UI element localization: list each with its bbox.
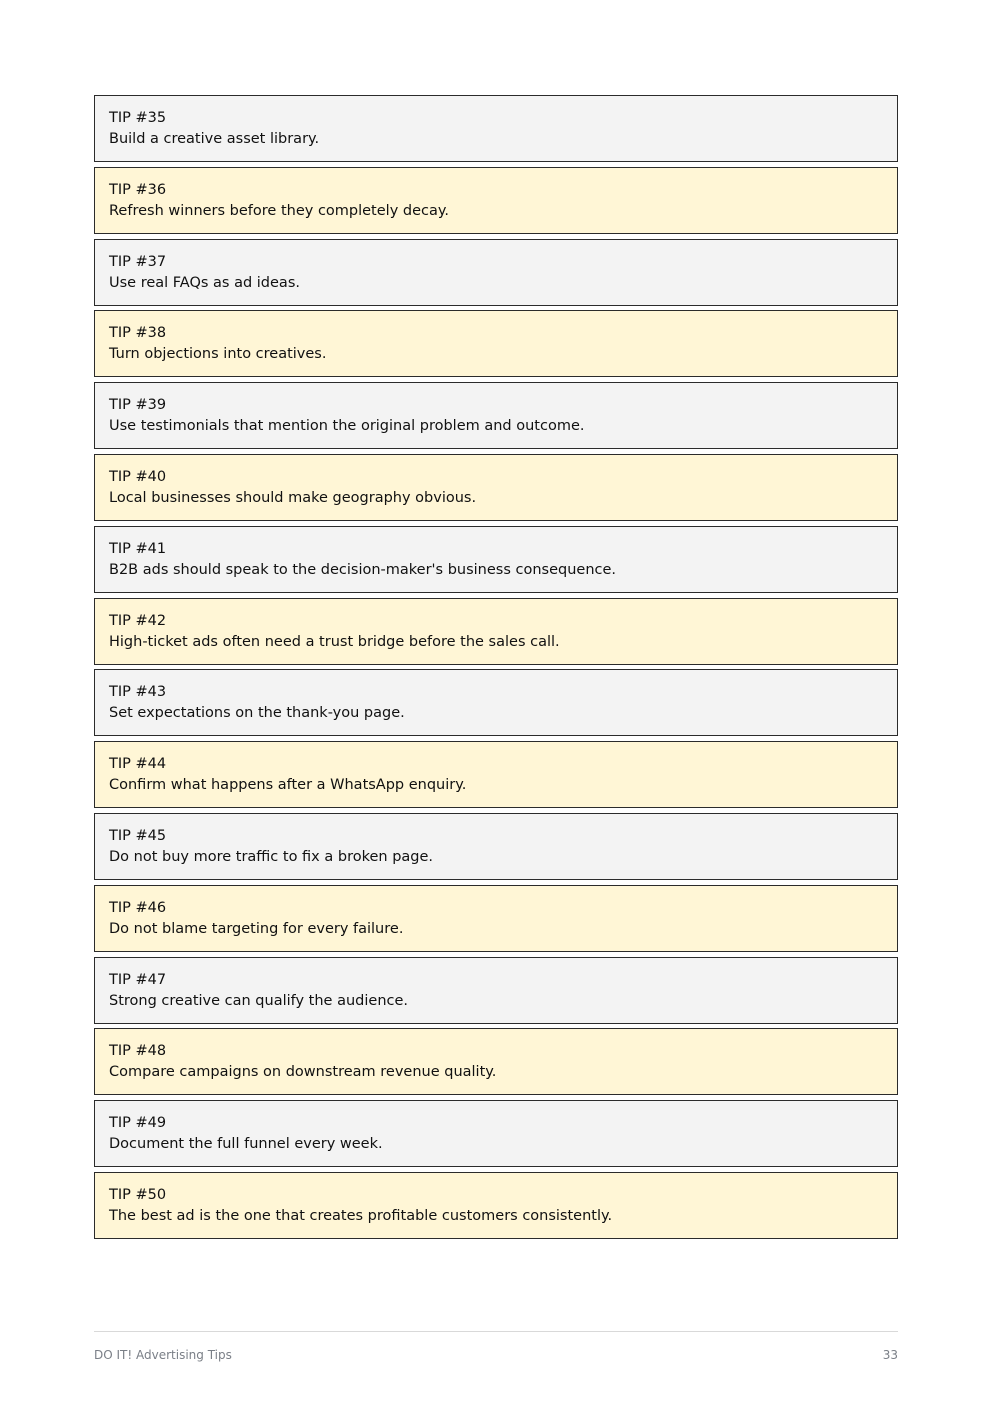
tip-text: Do not buy more traffic to fix a broken page. — [109, 848, 434, 865]
tip-text: Do not blame targeting for every failure. — [109, 920, 404, 937]
tip-box — [94, 239, 898, 306]
tip-label: TIP #38 — [109, 325, 167, 342]
tip-label: TIP #40 — [109, 468, 167, 485]
tip-box — [94, 598, 898, 665]
tip-text: Strong creative can qualify the audience. — [109, 992, 409, 1009]
tip-label: TIP #41 — [109, 540, 167, 557]
tip-box — [94, 1100, 898, 1167]
tip-box — [94, 454, 898, 521]
tip-box — [94, 885, 898, 952]
footer-title: DO IT! Advertising Tips — [94, 1348, 232, 1362]
tip-box — [94, 1172, 898, 1239]
tip-text: Local businesses should make geography obvious. — [109, 489, 477, 506]
tip-label: TIP #35 — [109, 110, 167, 126]
tip-box — [94, 95, 898, 162]
footer-divider — [94, 1331, 898, 1332]
tip-text: The best ad is the one that creates profitable customers consistently. — [109, 1207, 613, 1224]
tip-text: Build a creative asset library. — [109, 131, 320, 147]
tip-label: TIP #36 — [109, 181, 167, 198]
tip-label: TIP #39 — [109, 397, 167, 414]
tip-box — [94, 669, 898, 736]
tip-label: TIP #44 — [109, 756, 167, 773]
tip-label: TIP #46 — [109, 899, 167, 916]
tip-text: Set expectations on the thank-you page. — [109, 705, 405, 722]
page-number: 33 — [882, 1348, 898, 1362]
tip-label: TIP #43 — [109, 684, 167, 701]
tip-label: TIP #37 — [109, 253, 167, 270]
tip-text: Refresh winners before they completely decay. — [109, 202, 449, 219]
tip-box — [94, 1028, 898, 1095]
tip-text: Use real FAQs as ad ideas. — [109, 274, 300, 291]
tip-label: TIP #42 — [109, 612, 167, 629]
tip-box — [94, 167, 898, 234]
tip-text: Use testimonials that mention the original problem and outcome. — [109, 418, 585, 435]
tip-box — [94, 310, 898, 377]
tip-text: High-ticket ads often need a trust bridge before the sales call. — [109, 633, 560, 650]
tip-text: Turn objections into creatives. — [109, 346, 327, 363]
tips-list — [94, 95, 898, 1244]
tip-box — [94, 382, 898, 449]
tip-label: TIP #50 — [109, 1186, 167, 1203]
tip-text: Compare campaigns on downstream revenue quality. — [109, 1064, 497, 1081]
tip-box — [94, 813, 898, 880]
tip-box — [94, 741, 898, 808]
tip-text: Document the full funnel every week. — [109, 1136, 383, 1153]
tip-text: Confirm what happens after a WhatsApp enquiry. — [109, 777, 467, 794]
tip-label: TIP #48 — [109, 1043, 167, 1060]
tip-box — [94, 526, 898, 593]
tip-label: TIP #45 — [109, 827, 167, 844]
tip-label: TIP #47 — [109, 971, 167, 988]
tip-box — [94, 957, 898, 1024]
tip-label: TIP #49 — [109, 1115, 167, 1132]
tip-text: B2B ads should speak to the decision-maker's business consequence. — [109, 561, 617, 578]
